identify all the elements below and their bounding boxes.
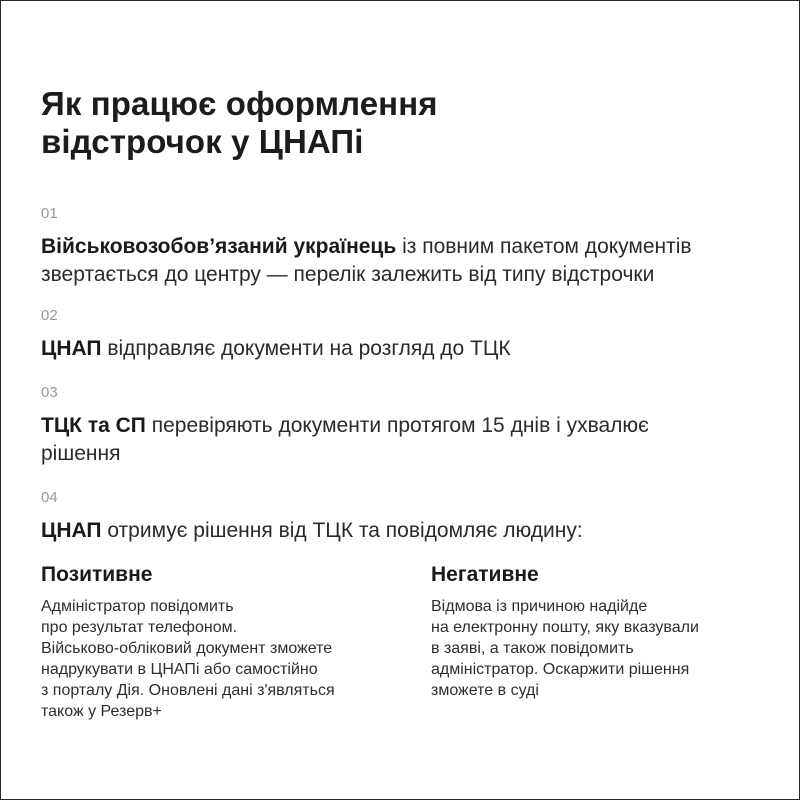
negative-outcome-line: адміністратор. Оскаржити рішення: [431, 661, 690, 678]
positive-outcome-line: з порталу Дія. Оновлені дані з'являться: [41, 682, 335, 699]
negative-outcome-heading: Негативне: [431, 563, 539, 586]
step-number: 04: [41, 489, 58, 506]
step-text-rest: із повним пакетом документів: [396, 235, 692, 258]
step-actor: ЦНАП: [41, 519, 102, 542]
step-description: [41, 412, 781, 468]
step-2: [41, 307, 781, 363]
title-line-2: відстрочок у ЦНАПі: [41, 123, 364, 160]
step-actor: ЦНАП: [41, 337, 102, 360]
step-description: [41, 517, 781, 545]
step-actor: ТЦК та СП: [41, 414, 146, 437]
step-4: [41, 489, 781, 545]
step-actor: Військовозобов’язаний українець: [41, 235, 397, 258]
step-text-line-2: рішення: [41, 442, 121, 465]
positive-outcome-line: про результат телефоном.: [41, 619, 238, 636]
step-description: [41, 335, 781, 363]
positive-outcome-heading: Позитивне: [41, 563, 153, 586]
positive-outcome-line: Військово-обліковий документ зможете: [41, 640, 333, 657]
positive-outcome: [41, 562, 411, 722]
negative-outcome: [431, 562, 771, 701]
step-text-rest: отримує рішення від ТЦК та повідомляє людину:: [101, 519, 583, 542]
positive-outcome-line: також у Резерв+: [41, 703, 162, 720]
step-text-rest: відправляє документи на розгляд до ТЦК: [101, 337, 511, 360]
negative-outcome-line: Відмова із причиною надійде: [431, 598, 648, 615]
negative-outcome-line: зможете в суді: [431, 682, 539, 699]
step-number: 02: [41, 307, 58, 324]
title-line-1: Як працює оформлення: [41, 85, 438, 122]
step-text-rest: перевіряють документи протягом 15 днів і ухвалює: [145, 414, 649, 437]
step-text-line-2: звертається до центру — перелік залежить від типу відстрочки: [41, 263, 655, 286]
page-title: [41, 85, 761, 161]
positive-outcome-line: надрукувати в ЦНАПі або самостійно: [41, 661, 318, 678]
step-number: 01: [41, 205, 58, 222]
positive-outcome-line: Адміністратор повідомить: [41, 598, 234, 615]
step-description: [41, 233, 781, 289]
step-1: [41, 205, 781, 289]
negative-outcome-line: в заяві, а також повідомить: [431, 640, 634, 657]
step-number: 03: [41, 384, 58, 401]
step-3: [41, 384, 781, 468]
negative-outcome-line: на електронну пошту, яку вказували: [431, 619, 699, 636]
